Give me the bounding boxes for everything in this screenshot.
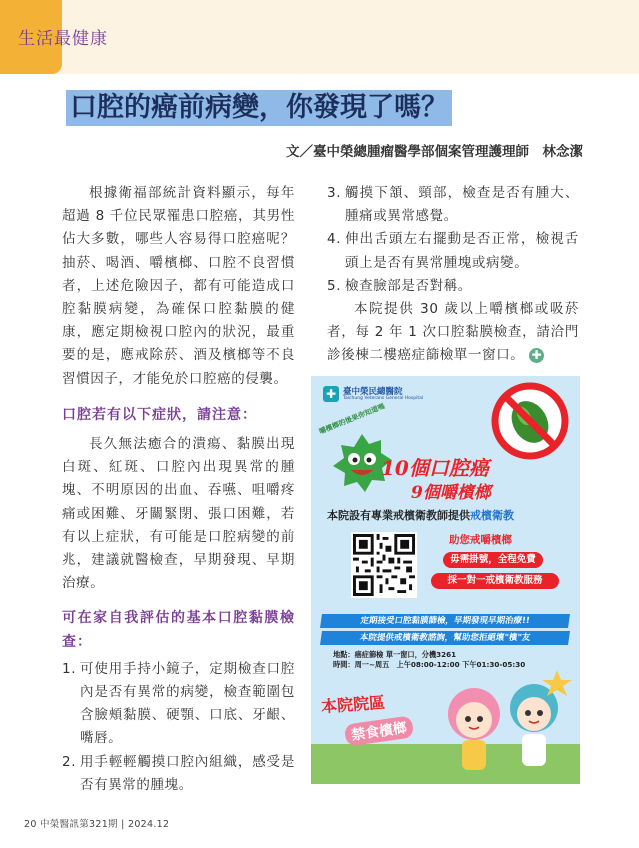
poster-ban-label: 禁食檳榔 [344,715,414,746]
service-prefix: 本院設有專業戒檳衛教師提供 [327,509,470,522]
author-byline: 文／臺中榮總腫瘤醫學部個案管理護理師 林念潔 [286,144,583,160]
list-number: 2. [62,753,77,770]
closing-text: 本院提供 30 歲以上嚼檳榔或吸菸者，每 2 年 1 次口腔黏膜檢查，請洽門診後棟二樓癌症篩檢單一窗口。 [327,301,579,364]
poster-free-pill: 毋需掛號，全程免費 [443,552,543,568]
section-label: 生活最健康 [18,29,108,49]
list-number: 3. [327,185,342,201]
intro-paragraph: 根據衛福部統計資料顯示，每年超過 8 千位民眾罹患口腔癌，其男性佔大多數，哪些人容易得口腔癌呢？抽菸、喝酒、嚼檳榔、口腔不良習慣者，上述危險因子，都有可能造成口腔黏膜病變，為確保口腔黏膜的健康，應定期檢視口腔內的狀況，最重要的是，應戒除菸、酒及檳榔等不良習慣因子，才能免於口腔癌的侵襲。 [62,185,295,387]
poster-banner-consult: 本院提供戒檳衛教諮詢，幫助您拒絕壞"檳"友 [320,631,570,645]
no-betel-nut-icon [491,382,569,460]
list-text: 可使用手持小鏡子，定期檢查口腔內是否有異常的病變，檢查範圍包含臉頰黏膜、硬顎、口底、牙齦、嘴唇。 [80,660,295,747]
poster-service-pill: 採一對一戒檳衛教服務 [431,573,559,589]
poster-help-text: 助您戒嚼檳榔 [449,534,512,546]
article-title: 口腔的癌前病變，你發現了嗎？ [70,92,448,123]
symptoms-heading: 口腔若有以下症狀，請注意： [62,406,257,423]
closing-paragraph [327,298,579,368]
list-text: 觸摸下頷、頸部，檢查是否有腫大、腫痛或異常感覺。 [345,185,579,225]
qr-code-icon [351,532,417,598]
left-column [62,182,295,797]
poster-corner-title: 本院院區 [320,692,386,717]
selfcheck-list-continued [327,182,579,298]
selfcheck-list [62,658,295,797]
list-item [327,182,579,228]
poster-banner-screening: 定期接受口腔黏膜篩檢，早期發現早期治療!! [320,614,570,628]
mascot-kids-icon [429,662,579,780]
list-item [327,228,579,274]
list-item [327,275,579,298]
hospital-logo-icon: ✚ [323,386,339,402]
list-item [62,751,295,797]
symptoms-paragraph: 長久無法癒合的潰瘍、黏膜出現白斑、紅斑、口腔內出現異常的腫塊、不明原因的出血、吞嚥、咀嚼疼痛或困難、牙關緊閉、張口困難，若有以上症狀，有可能是口腔病變的前兆，建議就醫檢查，早期發現、早期治療。 [62,436,295,592]
poster-headline-1: 10個口腔癌 [381,456,489,480]
poster-arc-text: 嚼檳榔的後果你知道嗎 [318,402,386,436]
title-highlight [66,90,452,126]
poster-address: 地點：癌症篩檢 單一窗口，分機3261 [333,650,457,659]
poster-headline-2: 9個嚼檳榔 [411,483,491,503]
poster-hospital-name: 臺中榮民總醫院 [343,387,403,397]
campaign-poster [311,376,580,784]
selfcheck-heading: 可在家自我評估的基本口腔黏膜檢查： [62,610,295,650]
list-number: 1. [62,660,77,677]
list-text: 用手輕輕觸摸口腔內組織，感受是否有異常的腫塊。 [80,753,295,793]
poster-hours: 時間：周一~周五 上午08:00-12:00 下午01:30-05:30 [333,660,526,669]
list-item [62,658,295,751]
list-text: 伸出舌頭左右擺動是否正常，檢視舌頭上是否有異常腫塊或病變。 [345,231,579,271]
service-highlight: 戒檳衛教 [470,509,514,522]
page-footer: 20 中榮醫訊第321期 | 2024.12 [24,819,170,830]
right-column [327,182,579,368]
end-mark-icon: ✚ [529,348,544,363]
list-number: 5. [327,277,342,294]
poster-service-line [327,507,514,523]
list-number: 4. [327,231,342,248]
poster-hospital-name-en: Taichung Veterans General Hospital [343,396,424,401]
list-text: 檢查臉部是否對稱。 [345,277,472,294]
